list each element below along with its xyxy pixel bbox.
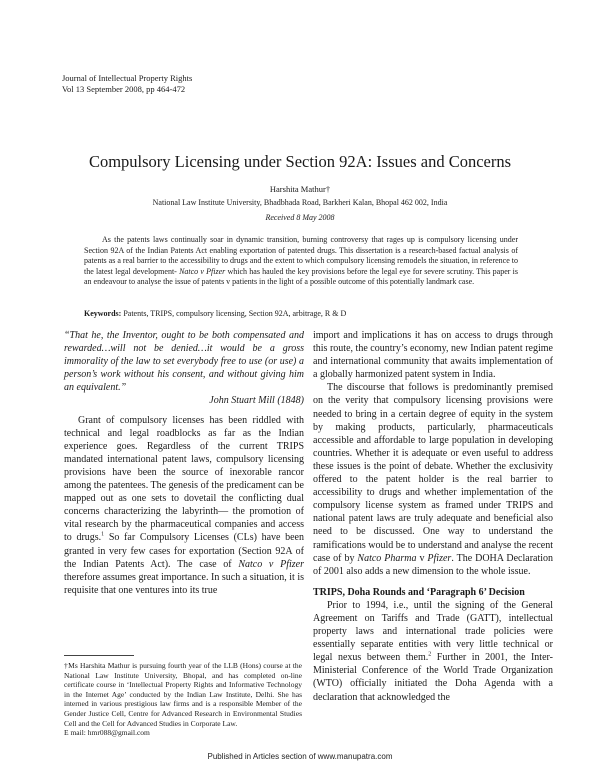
intro-paragraph: [64, 414, 304, 597]
journal-name: Journal of Intellectual Property Rights: [62, 73, 193, 83]
trips-text-1: Prior to 1994, i.e., until the signing of the General Agreement on Tariffs and Trade (GATT), intellectual property laws and international trade policies were essentially separate entities with very little technical or legal nexus between them.: [313, 599, 553, 664]
intro-case-name: Natco v Pfizer: [238, 558, 304, 570]
footnote-text: †Ms Harshita Mathur is pursuing fourth year of the LLB (Hons) course at the National Law Institute University, Bhopal, and has completed on-line certificate course in ‘Intellectual Property Rights and Informative Technology in the Internet Age’ conducted by the Indian Law Institute, Delhi. She has interned in various prestigious law firms and is a responsible Member of the Gender Justice Cell, Centre for Advanced Research in Environmental Studies Cell and the Cell for Advanced Studies in Corporate Law.: [64, 661, 302, 728]
footnote-ref-1: 1: [101, 532, 105, 539]
epigraph-attribution: John Stuart Mill (1848): [209, 395, 304, 407]
abstract: [84, 235, 518, 288]
abstract-text-1: As the patents laws continually soar in dynamic transition, burning controversy that rages up is compulsory licensing under Section 92A of the Indian Patents Act enabling exportation of patented drugs. This dissertation is a research-based factual analysis of patents as a real barrier to the accessibility to drugs and the extent to which compulsory licensing remodels the situation, in reference to the latest legal development-: [84, 235, 518, 276]
footnote-email[interactable]: E mail: hmr088@gmail.com: [64, 728, 150, 738]
author-name: Harshita Mathur†: [269, 184, 331, 194]
abstract-case-name: Natco v Pfizer: [179, 266, 226, 276]
journal-header: [62, 73, 192, 95]
discourse-case-name: Natco Pharma: [357, 552, 417, 564]
journal-volume: Vol 13 September 2008, pp 464-472: [62, 84, 186, 94]
author-affiliation: National Law Institute University, Bhadbhada Road, Barkheri Kalan, Bhopal 462 002, India: [152, 198, 448, 207]
intro-text-3: therefore assumes great importance. In such a situation, it is requisite that one ventures into its true: [64, 571, 304, 596]
discourse-paragraph: [313, 381, 553, 577]
footnote-rule: [64, 655, 134, 656]
section-heading: TRIPS, Doha Rounds and ‘Paragraph 6’ Decision: [313, 586, 525, 598]
continued-paragraph: import and implications it has on access to drugs through this route, the country’s economy, new Indian patent regime and international community that awaits implementation of a globally harmonized patent system in India.: [313, 330, 553, 381]
paper-title: Compulsory Licensing under Section 92A: Issues and Concerns: [88, 152, 512, 171]
footnote-ref-2: 2: [428, 651, 432, 658]
intro-text-2: So far Compulsory Licenses (CLs) have been granted in very few cases for exportation (Section 92A of the Indian Patents Act). The case of: [64, 532, 304, 570]
keywords: [84, 309, 524, 318]
discourse-text-2: . The DOHA Declaration of 2001 also adds a new dimension to the whole issue.: [313, 552, 554, 577]
trips-text-2: Further in 2001, the Inter-Ministerial Conference of the World Trade Organization (WTO) officially initiated the Doha Agenda with a declaration that acknowledged the: [313, 652, 553, 703]
keywords-text: Patents, TRIPS, compulsory licensing, Section 92A, arbitrage, R & D: [121, 309, 347, 318]
trips-paragraph: [313, 599, 553, 704]
discourse-text-1: The discourse that follows is predominantly premised on the verity that compulsory licensing provisions were needed to bring in a certain degree of equity in the system by making products, particularly, pharmaceuticals accessible and affordable to large population in developing countries. Whether it is adequate or even useful to address these issues is the point of debate. Whether the exclusivity offered to the patent holder is the real barrier to accessibility to drugs and whether implementation of the compulsory license system as framed under TRIPS and national patent laws are truly adequate and beneficial also need to be discussed. One way to understand the ramifications would be to understand and analyse the recent case of by: [313, 382, 553, 564]
page-footer[interactable]: Published in Articles section of www.manupatra.com: [207, 752, 393, 761]
author-footnote: [64, 661, 302, 738]
keywords-label: Keywords:: [84, 309, 122, 318]
discourse-case-name-2: Pfizer: [427, 552, 452, 564]
left-column: [64, 329, 304, 597]
abstract-text-2: which has hauled the key provisions before the legal eye for severe scrutiny. This paper is an endeavour to analyse the issue of patents v patients in the light of a possible outcome of this potentially landmark case.: [84, 266, 519, 287]
received-date: Received 8 May 2008: [265, 213, 335, 222]
right-column: [313, 329, 553, 704]
intro-text-1: Grant of compulsory licenses has been riddled with technical and legal roadblocks as far as the Indian experience goes. Regardless of the current TRIPS mandated international patent laws, compulsory licensing provisions have been the source of inexorable rancor among the patentees. The genesis of the predicament can be mapped out as one sets to dovetail the conflicting dual concerns characterizing the labyrinth— the promotion of vital research by the pharmaceutical companies and access to drugs.: [64, 414, 304, 544]
epigraph-quote: “That he, the Inventor, ought to be both compensated and rewarded…will not be denied…it would be a gross immorality of the law to set everybody free to use (or use) a person’s work without his consent, and without giving him an equivalent.”: [64, 330, 304, 394]
discourse-v: v: [416, 552, 428, 564]
